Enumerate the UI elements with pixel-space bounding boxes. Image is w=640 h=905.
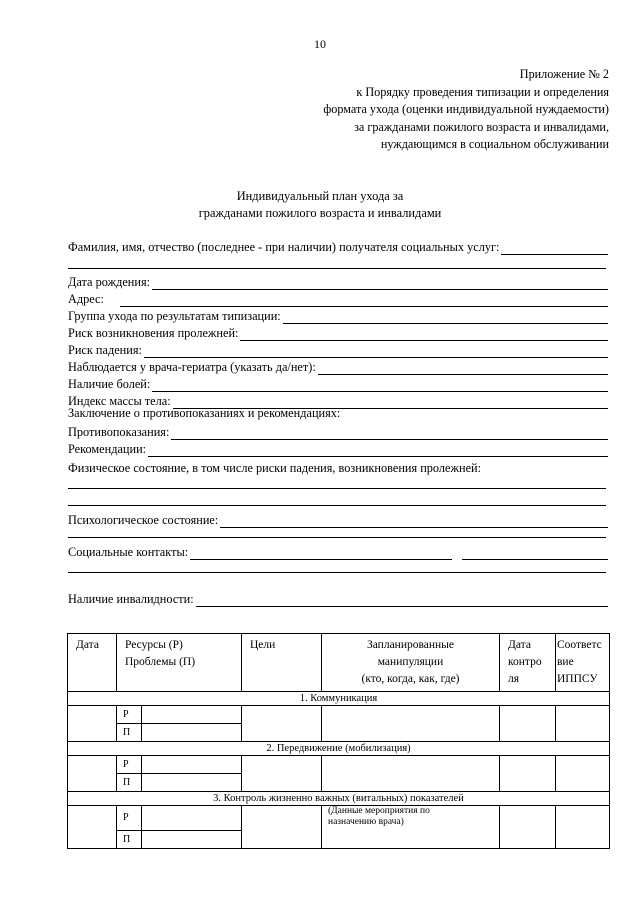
header-control-date: Дата контро ля [500, 634, 556, 692]
cell[interactable] [68, 756, 117, 792]
field-recommendations[interactable] [68, 440, 608, 457]
field-fio[interactable] [68, 238, 608, 255]
field-label: Наличие инвалидности: [68, 592, 194, 606]
rp-cell[interactable] [117, 706, 242, 724]
section-title: 2. Передвижение (мобилизация) [68, 742, 610, 756]
header-goals: Цели [242, 634, 322, 692]
document-title [0, 188, 640, 222]
fill-line[interactable] [283, 312, 608, 324]
fill-line[interactable] [171, 428, 608, 440]
cell[interactable] [556, 706, 610, 742]
header-planned: Запланированные манипуляции (кто, когда, как, где) [322, 634, 500, 692]
header-conformity: Соответс вие ИППСУ [556, 634, 610, 692]
table-row[interactable] [68, 756, 610, 774]
field-care-group[interactable] [68, 307, 608, 324]
appendix-line: за гражданами пожилого возраста и инвалидами, [354, 119, 609, 134]
p-label: П [117, 724, 142, 741]
field-label: Противопоказания: [68, 425, 170, 439]
p-label: П [117, 774, 142, 791]
fill-line[interactable] [144, 346, 608, 358]
r-label: Р [117, 756, 142, 773]
page-number: 10 [314, 37, 326, 51]
appendix-line: к Порядку проведения типизации и определения [356, 84, 609, 99]
cell[interactable] [242, 706, 322, 742]
appendix-caption [323, 66, 609, 154]
fill-line[interactable] [196, 595, 608, 607]
header-resources: Ресурсы (Р) Проблемы (П) [117, 634, 242, 692]
rp-cell[interactable] [117, 724, 242, 742]
cell[interactable] [242, 806, 322, 849]
field-label: Наблюдается у врача-гериатра (указать да/нет): [68, 360, 316, 374]
field-fall-risk[interactable] [68, 341, 608, 358]
appendix-line: Приложение № 2 [519, 67, 609, 81]
field-address[interactable] [68, 290, 608, 307]
cell[interactable] [68, 706, 117, 742]
section-row [68, 792, 610, 806]
fill-line[interactable] [68, 488, 606, 489]
field-label: Наличие болей: [68, 377, 151, 391]
field-social[interactable] [68, 543, 608, 560]
fill-line[interactable] [318, 363, 608, 375]
fill-line[interactable] [220, 516, 608, 528]
section-row [68, 742, 610, 756]
p-label: П [117, 831, 142, 848]
vitals-note: (Данные мероприятия по назначению врача) [322, 806, 500, 849]
cell[interactable] [68, 806, 117, 849]
fill-line[interactable] [68, 268, 606, 269]
rp-cell[interactable] [117, 806, 242, 831]
cell[interactable] [500, 706, 556, 742]
field-birth[interactable] [68, 273, 608, 290]
fill-line[interactable] [68, 505, 606, 506]
field-label: Риск возникновения пролежней: [68, 326, 239, 340]
section-title: 3. Контроль жизненно важных (витальных) показателей [68, 792, 610, 806]
cell[interactable] [500, 756, 556, 792]
cell[interactable] [556, 756, 610, 792]
field-label: Дата рождения: [68, 275, 151, 289]
appendix-line: формата ухода (оценки индивидуальной нуждаемости) [323, 102, 609, 117]
care-plan-table [67, 633, 610, 849]
field-bedsore-risk[interactable] [68, 324, 608, 341]
cell[interactable] [242, 756, 322, 792]
header-date: Дата [68, 634, 117, 692]
title-line: гражданами пожилого возраста и инвалидами [198, 206, 442, 220]
table-header-row [68, 634, 610, 692]
r-label: Р [117, 706, 142, 723]
fill-line[interactable] [120, 295, 608, 307]
field-disability[interactable] [68, 590, 608, 607]
table-row[interactable] [68, 706, 610, 724]
title-line: Индивидуальный план ухода за [236, 189, 404, 203]
fill-line[interactable] [148, 445, 608, 457]
cell[interactable] [322, 706, 500, 742]
field-label: Психологическое состояние: [68, 513, 219, 527]
field-label: Рекомендации: [68, 442, 147, 456]
rp-cell[interactable] [117, 756, 242, 774]
fill-line[interactable] [68, 537, 606, 538]
field-geriatrician[interactable] [68, 358, 608, 375]
fill-line[interactable] [68, 572, 606, 573]
section-title: 1. Коммуникация [68, 692, 610, 706]
physical-heading: Физическое состояние, в том числе риски падения, возникновения пролежней: [68, 461, 482, 475]
fill-line[interactable] [462, 548, 608, 560]
appendix-line: нуждающимся в социальном обслуживании [380, 137, 609, 152]
fill-line[interactable] [152, 380, 608, 392]
field-label: Риск падения: [68, 343, 142, 357]
field-contraindications[interactable] [68, 423, 608, 440]
cell[interactable] [322, 756, 500, 792]
field-label: Группа ухода по результатам типизации: [68, 309, 281, 323]
field-label: Фамилия, имя, отчество (последнее - при наличии) получателя социальных услуг: [68, 240, 500, 254]
field-label: Социальные контакты: [68, 545, 189, 559]
section-row [68, 692, 610, 706]
field-label: Индекс массы тела: [68, 394, 171, 408]
fill-line[interactable] [501, 243, 608, 255]
rp-cell[interactable] [117, 774, 242, 792]
cell[interactable] [556, 806, 610, 849]
rp-cell[interactable] [117, 831, 242, 849]
field-psych[interactable] [68, 511, 608, 528]
cell[interactable] [500, 806, 556, 849]
r-label: Р [117, 806, 142, 830]
field-pain[interactable] [68, 375, 608, 392]
field-label: Адрес: [68, 292, 104, 306]
table-row[interactable] [68, 806, 610, 831]
fill-line[interactable] [190, 548, 452, 560]
fill-line[interactable] [152, 278, 608, 290]
conclusion-heading: Заключение о противопоказаниях и рекомендациях: [68, 406, 341, 420]
fill-line[interactable] [240, 329, 608, 341]
